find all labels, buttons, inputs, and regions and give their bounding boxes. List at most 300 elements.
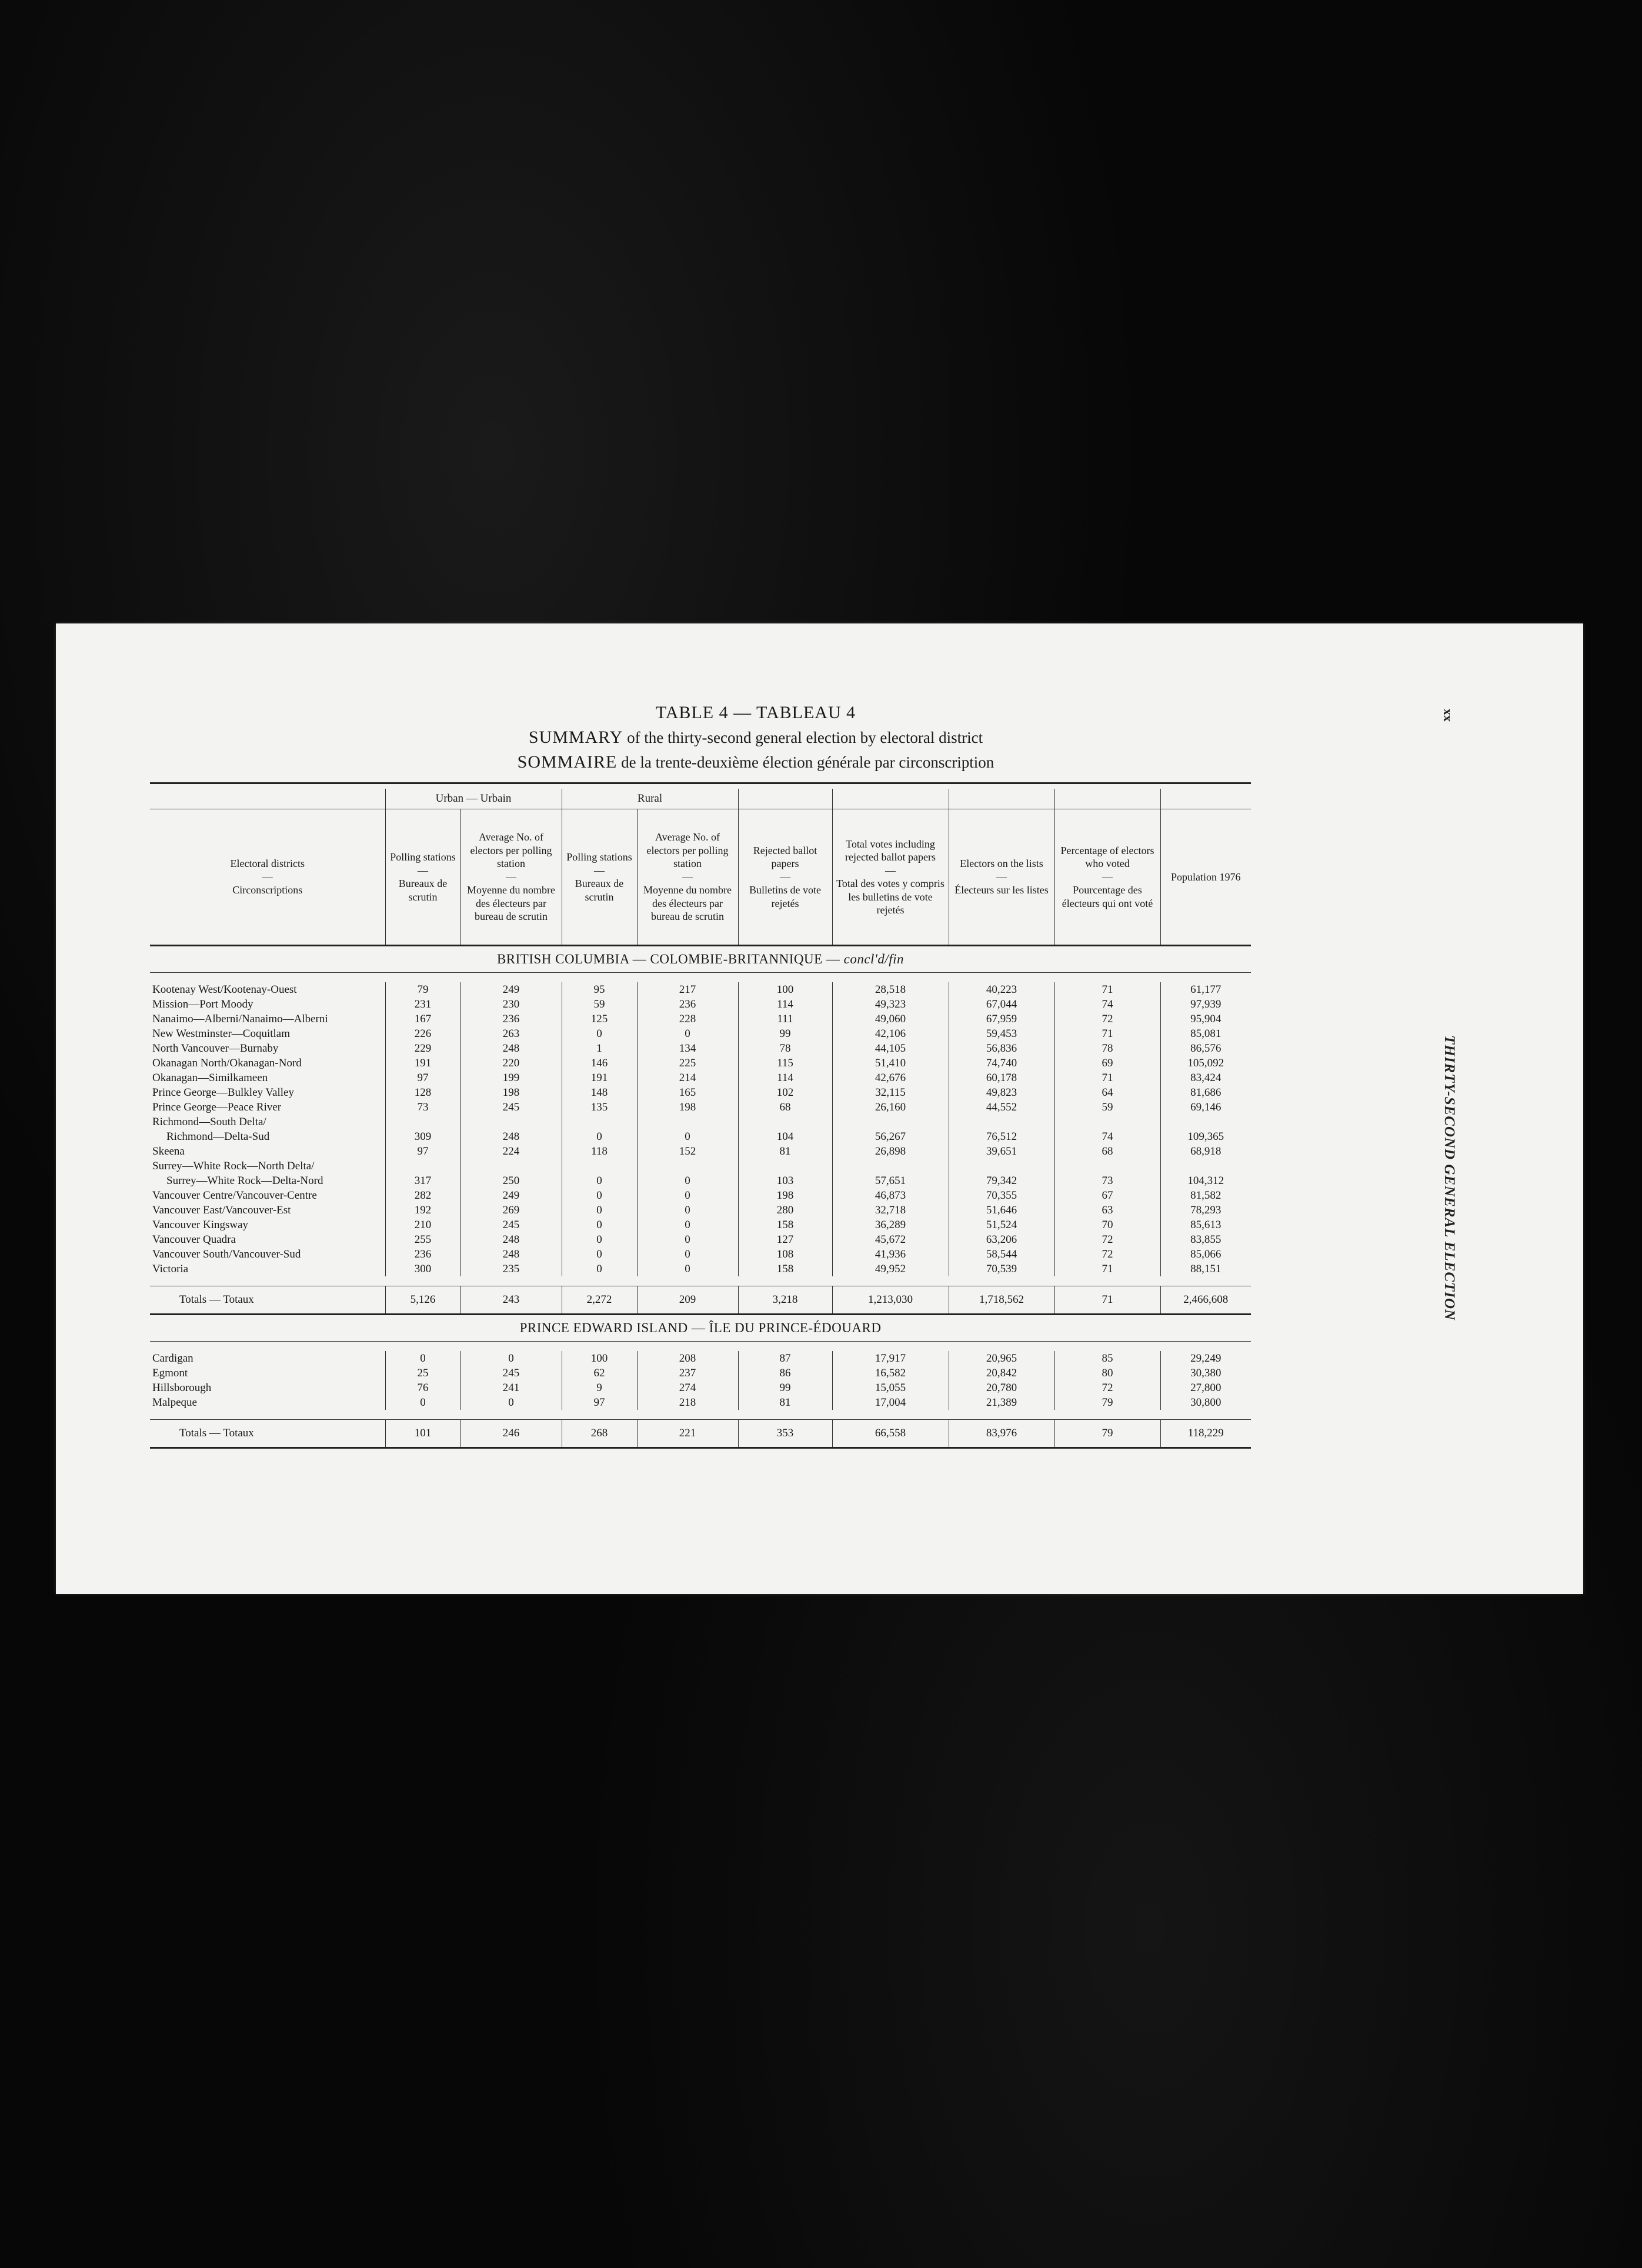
cell-value: 255 bbox=[385, 1232, 460, 1247]
table-row bbox=[150, 1188, 1251, 1203]
cell-value: 0 bbox=[562, 1188, 637, 1203]
cell-value bbox=[1054, 1159, 1160, 1173]
cell-value: 114 bbox=[738, 1070, 832, 1085]
cell-value: 165 bbox=[637, 1085, 738, 1100]
table-row bbox=[150, 1262, 1251, 1276]
district-name: Vancouver East/Vancouver-Est bbox=[152, 1203, 291, 1216]
table-row bbox=[150, 1159, 1251, 1173]
district-name: Vancouver Quadra bbox=[152, 1233, 236, 1246]
cell-value: 128 bbox=[385, 1085, 460, 1100]
cell-value: 73 bbox=[385, 1100, 460, 1115]
cell-value: 114 bbox=[738, 997, 832, 1012]
cell-value: 49,060 bbox=[832, 1012, 949, 1026]
cell-value: 56,267 bbox=[832, 1129, 949, 1144]
cell-value: 78 bbox=[1054, 1041, 1160, 1056]
cell-value: 36,289 bbox=[832, 1218, 949, 1232]
header-group-row bbox=[150, 789, 1251, 809]
cell-value: 0 bbox=[385, 1351, 460, 1366]
cell-value bbox=[1054, 1115, 1160, 1129]
cell-value: 25 bbox=[385, 1366, 460, 1380]
total-value: 79 bbox=[1054, 1420, 1160, 1448]
cell-value: 95,904 bbox=[1160, 1012, 1251, 1026]
cell-value: 224 bbox=[460, 1144, 562, 1159]
cell-value: 198 bbox=[738, 1188, 832, 1203]
cell-value: 46,873 bbox=[832, 1188, 949, 1203]
cell-value: 42,106 bbox=[832, 1026, 949, 1041]
district-name: Okanagan North/Okanagan-Nord bbox=[152, 1056, 302, 1069]
cell-value bbox=[562, 1159, 637, 1173]
cell-value: 0 bbox=[460, 1395, 562, 1410]
cell-value: 317 bbox=[385, 1173, 460, 1188]
cell-value: 214 bbox=[637, 1070, 738, 1085]
cell-value: 125 bbox=[562, 1012, 637, 1026]
cell-value: 69 bbox=[1054, 1056, 1160, 1070]
cell-value: 218 bbox=[637, 1395, 738, 1410]
cell-value: 249 bbox=[460, 982, 562, 997]
cell-value: 210 bbox=[385, 1218, 460, 1232]
cell-value: 70,355 bbox=[949, 1188, 1054, 1203]
summary-title-fr: SOMMAIRE de la trente-deuxième élection générale par circonscription bbox=[517, 752, 994, 772]
cell-value: 100 bbox=[562, 1351, 637, 1366]
total-value: 1,213,030 bbox=[832, 1286, 949, 1315]
district-name: Surrey—White Rock—Delta-Nord bbox=[166, 1174, 323, 1187]
title-block bbox=[56, 703, 1456, 772]
cell-value: 56,836 bbox=[949, 1041, 1054, 1056]
district-name: North Vancouver—Burnaby bbox=[152, 1042, 279, 1055]
total-value: 83,976 bbox=[949, 1420, 1054, 1448]
table-body bbox=[150, 946, 1251, 1448]
cell-value: 274 bbox=[637, 1380, 738, 1395]
cell-value: 20,780 bbox=[949, 1380, 1054, 1395]
section-title: PRINCE EDWARD ISLAND — ÎLE DU PRINCE-ÉDOUARD bbox=[150, 1315, 1251, 1342]
cell-value: 72 bbox=[1054, 1232, 1160, 1247]
cell-value: 105,092 bbox=[1160, 1056, 1251, 1070]
cell-value: 220 bbox=[460, 1056, 562, 1070]
district-name: Malpeque bbox=[152, 1396, 197, 1409]
total-value: 353 bbox=[738, 1420, 832, 1448]
cell-value bbox=[738, 1159, 832, 1173]
total-value: 1,718,562 bbox=[949, 1286, 1054, 1315]
district-name: New Westminster—Coquitlam bbox=[152, 1027, 291, 1040]
cell-value: 158 bbox=[738, 1218, 832, 1232]
cell-value: 0 bbox=[562, 1026, 637, 1041]
table-row bbox=[150, 1070, 1251, 1085]
document-page bbox=[56, 623, 1583, 1594]
column-header-row bbox=[150, 809, 1251, 946]
running-side-title: THIRTY-SECOND GENERAL ELECTION bbox=[1441, 1035, 1457, 1321]
cell-value: 228 bbox=[637, 1012, 738, 1026]
cell-value: 97 bbox=[385, 1070, 460, 1085]
table-row bbox=[150, 1085, 1251, 1100]
totals-row bbox=[150, 1286, 1251, 1315]
cell-value: 69,146 bbox=[1160, 1100, 1251, 1115]
cell-value: 199 bbox=[460, 1070, 562, 1085]
cell-value: 86 bbox=[738, 1366, 832, 1380]
cell-value: 68,918 bbox=[1160, 1144, 1251, 1159]
cell-value: 85,066 bbox=[1160, 1247, 1251, 1262]
district-name: Kootenay West/Kootenay-Ouest bbox=[152, 983, 297, 996]
total-value: 2,466,608 bbox=[1160, 1286, 1251, 1315]
cell-value: 236 bbox=[385, 1247, 460, 1262]
table-row bbox=[150, 1232, 1251, 1247]
cell-value: 248 bbox=[460, 1041, 562, 1056]
cell-value: 57,651 bbox=[832, 1173, 949, 1188]
cell-value: 102 bbox=[738, 1085, 832, 1100]
cell-value: 249 bbox=[460, 1188, 562, 1203]
total-value: 3,218 bbox=[738, 1286, 832, 1315]
cell-value: 83,855 bbox=[1160, 1232, 1251, 1247]
total-value: 209 bbox=[637, 1286, 738, 1315]
cell-value: 76 bbox=[385, 1380, 460, 1395]
cell-value: 146 bbox=[562, 1056, 637, 1070]
cell-value: 85 bbox=[1054, 1351, 1160, 1366]
cell-value: 229 bbox=[385, 1041, 460, 1056]
cell-value: 0 bbox=[637, 1129, 738, 1144]
cell-value: 152 bbox=[637, 1144, 738, 1159]
cell-value: 245 bbox=[460, 1100, 562, 1115]
cell-value: 236 bbox=[637, 997, 738, 1012]
col-rural-average: Average No. of electors per polling station — Moyenne du nombre des électeurs par bureau de scrutin bbox=[637, 809, 738, 946]
cell-value: 217 bbox=[637, 982, 738, 997]
cell-value: 15,055 bbox=[832, 1380, 949, 1395]
col-total-votes: Total votes including rejected ballot papers — Total des votes y compris les bulletins de vote rejetés bbox=[832, 809, 949, 946]
cell-value: 58,544 bbox=[949, 1247, 1054, 1262]
cell-value: 51,410 bbox=[832, 1056, 949, 1070]
spacer-row bbox=[150, 1410, 1251, 1420]
cell-value: 74,740 bbox=[949, 1056, 1054, 1070]
cell-value: 60,178 bbox=[949, 1070, 1054, 1085]
totals-label: Totals — Totaux bbox=[150, 1420, 385, 1448]
cell-value: 280 bbox=[738, 1203, 832, 1218]
table-row bbox=[150, 1247, 1251, 1262]
cell-value: 79 bbox=[1054, 1395, 1160, 1410]
spacer-row bbox=[150, 1276, 1251, 1286]
col-percentage: Percentage of electors who voted — Pourcentage des électeurs qui ont voté bbox=[1054, 809, 1160, 946]
cell-value: 0 bbox=[562, 1247, 637, 1262]
cell-value: 248 bbox=[460, 1129, 562, 1144]
cell-value: 97,939 bbox=[1160, 997, 1251, 1012]
election-summary-table bbox=[150, 782, 1251, 1449]
cell-value: 148 bbox=[562, 1085, 637, 1100]
total-value: 221 bbox=[637, 1420, 738, 1448]
cell-value: 26,898 bbox=[832, 1144, 949, 1159]
cell-value bbox=[637, 1159, 738, 1173]
cell-value: 30,380 bbox=[1160, 1366, 1251, 1380]
district-name: Surrey—White Rock—North Delta/ bbox=[152, 1159, 315, 1172]
cell-value: 62 bbox=[562, 1366, 637, 1380]
totals-label: Totals — Totaux bbox=[150, 1286, 385, 1315]
total-value: 118,229 bbox=[1160, 1420, 1251, 1448]
cell-value: 167 bbox=[385, 1012, 460, 1026]
cell-value: 99 bbox=[738, 1026, 832, 1041]
cell-value: 0 bbox=[637, 1232, 738, 1247]
cell-value: 83,424 bbox=[1160, 1070, 1251, 1085]
cell-value: 235 bbox=[460, 1262, 562, 1276]
cell-value: 0 bbox=[562, 1232, 637, 1247]
cell-value: 41,936 bbox=[832, 1247, 949, 1262]
district-name: Victoria bbox=[152, 1262, 189, 1275]
table-row bbox=[150, 997, 1251, 1012]
cell-value: 97 bbox=[562, 1395, 637, 1410]
cell-value: 250 bbox=[460, 1173, 562, 1188]
table-row bbox=[150, 1056, 1251, 1070]
cell-value: 192 bbox=[385, 1203, 460, 1218]
district-name: Richmond—Delta-Sud bbox=[166, 1130, 270, 1143]
total-value: 5,126 bbox=[385, 1286, 460, 1315]
cell-value: 63,206 bbox=[949, 1232, 1054, 1247]
cell-value: 71 bbox=[1054, 1070, 1160, 1085]
spacer-row bbox=[150, 1342, 1251, 1352]
cell-value: 198 bbox=[460, 1085, 562, 1100]
cell-value: 9 bbox=[562, 1380, 637, 1395]
cell-value: 231 bbox=[385, 997, 460, 1012]
cell-value: 70,539 bbox=[949, 1262, 1054, 1276]
page-code: xx bbox=[1441, 709, 1456, 722]
total-value: 2,272 bbox=[562, 1286, 637, 1315]
cell-value: 191 bbox=[562, 1070, 637, 1085]
table-title: TABLE 4 — TABLEAU 4 bbox=[655, 703, 856, 722]
cell-value: 40,223 bbox=[949, 982, 1054, 997]
cell-value: 248 bbox=[460, 1247, 562, 1262]
total-value: 246 bbox=[460, 1420, 562, 1448]
cell-value: 61,177 bbox=[1160, 982, 1251, 997]
cell-value: 108 bbox=[738, 1247, 832, 1262]
cell-value: 21,389 bbox=[949, 1395, 1054, 1410]
cell-value: 103 bbox=[738, 1173, 832, 1188]
cell-value: 135 bbox=[562, 1100, 637, 1115]
district-name: Prince George—Peace River bbox=[152, 1100, 282, 1113]
cell-value: 97 bbox=[385, 1144, 460, 1159]
table-row bbox=[150, 1173, 1251, 1188]
cell-value: 78 bbox=[738, 1041, 832, 1056]
cell-value: 158 bbox=[738, 1262, 832, 1276]
district-name: Egmont bbox=[152, 1366, 188, 1379]
total-value: 243 bbox=[460, 1286, 562, 1315]
spacer-row bbox=[150, 973, 1251, 983]
cell-value: 51,524 bbox=[949, 1218, 1054, 1232]
urban-group-header: Urban — Urbain bbox=[385, 789, 562, 809]
total-value: 66,558 bbox=[832, 1420, 949, 1448]
cell-value: 67 bbox=[1054, 1188, 1160, 1203]
cell-value: 27,800 bbox=[1160, 1380, 1251, 1395]
cell-value: 309 bbox=[385, 1129, 460, 1144]
cell-value bbox=[385, 1159, 460, 1173]
cell-value: 191 bbox=[385, 1056, 460, 1070]
cell-value: 85,613 bbox=[1160, 1218, 1251, 1232]
cell-value: 78,293 bbox=[1160, 1203, 1251, 1218]
cell-value: 100 bbox=[738, 982, 832, 997]
cell-value: 88,151 bbox=[1160, 1262, 1251, 1276]
cell-value: 241 bbox=[460, 1380, 562, 1395]
cell-value: 44,105 bbox=[832, 1041, 949, 1056]
cell-value: 20,965 bbox=[949, 1351, 1054, 1366]
cell-value: 115 bbox=[738, 1056, 832, 1070]
cell-value: 44,552 bbox=[949, 1100, 1054, 1115]
cell-value: 39,651 bbox=[949, 1144, 1054, 1159]
cell-value: 67,959 bbox=[949, 1012, 1054, 1026]
cell-value: 198 bbox=[637, 1100, 738, 1115]
cell-value: 0 bbox=[637, 1026, 738, 1041]
section-header-row bbox=[150, 946, 1251, 973]
table-row bbox=[150, 1100, 1251, 1115]
cell-value: 0 bbox=[562, 1173, 637, 1188]
cell-value: 79 bbox=[385, 982, 460, 997]
section-header-row bbox=[150, 1315, 1251, 1342]
table-row bbox=[150, 1351, 1251, 1366]
cell-value: 80 bbox=[1054, 1366, 1160, 1380]
cell-value: 95 bbox=[562, 982, 637, 997]
table-row bbox=[150, 1395, 1251, 1410]
cell-value bbox=[460, 1115, 562, 1129]
cell-value: 104 bbox=[738, 1129, 832, 1144]
cell-value: 71 bbox=[1054, 1026, 1160, 1041]
cell-value: 73 bbox=[1054, 1173, 1160, 1188]
cell-value bbox=[832, 1115, 949, 1129]
cell-value: 0 bbox=[562, 1262, 637, 1276]
cell-value bbox=[738, 1115, 832, 1129]
table-row bbox=[150, 1218, 1251, 1232]
district-name: Nanaimo—Alberni/Nanaimo—Alberni bbox=[152, 1012, 328, 1025]
cell-value: 236 bbox=[460, 1012, 562, 1026]
cell-value: 230 bbox=[460, 997, 562, 1012]
cell-value: 45,672 bbox=[832, 1232, 949, 1247]
cell-value bbox=[949, 1159, 1054, 1173]
cell-value: 17,004 bbox=[832, 1395, 949, 1410]
cell-value bbox=[949, 1115, 1054, 1129]
cell-value: 76,512 bbox=[949, 1129, 1054, 1144]
total-value: 101 bbox=[385, 1420, 460, 1448]
cell-value: 0 bbox=[637, 1247, 738, 1262]
cell-value: 28,518 bbox=[832, 982, 949, 997]
cell-value: 74 bbox=[1054, 997, 1160, 1012]
table-row bbox=[150, 1026, 1251, 1041]
cell-value: 0 bbox=[562, 1203, 637, 1218]
cell-value: 67,044 bbox=[949, 997, 1054, 1012]
cell-value: 81,686 bbox=[1160, 1085, 1251, 1100]
cell-value: 72 bbox=[1054, 1012, 1160, 1026]
cell-value: 70 bbox=[1054, 1218, 1160, 1232]
cell-value: 81 bbox=[738, 1395, 832, 1410]
table-row bbox=[150, 1012, 1251, 1026]
col-rejected: Rejected ballot papers — Bulletins de vote rejetés bbox=[738, 809, 832, 946]
cell-value: 245 bbox=[460, 1366, 562, 1380]
totals-row bbox=[150, 1420, 1251, 1448]
table-row bbox=[150, 1203, 1251, 1218]
cell-value bbox=[1160, 1159, 1251, 1173]
col-districts: Electoral districts — Circonscriptions bbox=[230, 858, 305, 896]
cell-value: 79,342 bbox=[949, 1173, 1054, 1188]
district-name: Hillsborough bbox=[152, 1381, 212, 1394]
cell-value: 86,576 bbox=[1160, 1041, 1251, 1056]
cell-value: 49,323 bbox=[832, 997, 949, 1012]
cell-value: 32,718 bbox=[832, 1203, 949, 1218]
district-name: Vancouver Centre/Vancouver-Centre bbox=[152, 1189, 317, 1202]
cell-value: 0 bbox=[637, 1188, 738, 1203]
cell-value: 68 bbox=[738, 1100, 832, 1115]
table-row bbox=[150, 1115, 1251, 1129]
cell-value: 127 bbox=[738, 1232, 832, 1247]
cell-value: 118 bbox=[562, 1144, 637, 1159]
cell-value bbox=[562, 1115, 637, 1129]
district-name: Prince George—Bulkley Valley bbox=[152, 1086, 294, 1099]
cell-value bbox=[385, 1115, 460, 1129]
cell-value: 26,160 bbox=[832, 1100, 949, 1115]
table-row bbox=[150, 1380, 1251, 1395]
cell-value: 59 bbox=[1054, 1100, 1160, 1115]
cell-value: 263 bbox=[460, 1026, 562, 1041]
cell-value: 0 bbox=[562, 1129, 637, 1144]
cell-value: 30,800 bbox=[1160, 1395, 1251, 1410]
cell-value: 32,115 bbox=[832, 1085, 949, 1100]
cell-value: 0 bbox=[637, 1173, 738, 1188]
total-value: 268 bbox=[562, 1420, 637, 1448]
cell-value bbox=[832, 1159, 949, 1173]
table-row bbox=[150, 1144, 1251, 1159]
col-urban-polling: Polling stations — Bureaux de scrutin bbox=[385, 809, 460, 946]
cell-value: 282 bbox=[385, 1188, 460, 1203]
cell-value: 0 bbox=[460, 1351, 562, 1366]
cell-value: 1 bbox=[562, 1041, 637, 1056]
cell-value: 49,952 bbox=[832, 1262, 949, 1276]
cell-value: 16,582 bbox=[832, 1366, 949, 1380]
section-title: BRITISH COLUMBIA — COLOMBIE-BRITANNIQUE — concl'd/fin bbox=[150, 946, 1251, 973]
cell-value: 237 bbox=[637, 1366, 738, 1380]
cell-value: 81,582 bbox=[1160, 1188, 1251, 1203]
cell-value: 99 bbox=[738, 1380, 832, 1395]
cell-value: 134 bbox=[637, 1041, 738, 1056]
district-name: Vancouver South/Vancouver-Sud bbox=[152, 1248, 301, 1260]
col-rural-polling: Polling stations — Bureaux de scrutin bbox=[562, 809, 637, 946]
cell-value: 248 bbox=[460, 1232, 562, 1247]
cell-value: 0 bbox=[562, 1218, 637, 1232]
table-row bbox=[150, 1129, 1251, 1144]
district-name: Mission—Port Moody bbox=[152, 998, 253, 1010]
cell-value bbox=[637, 1115, 738, 1129]
cell-value: 63 bbox=[1054, 1203, 1160, 1218]
col-population: Population 1976 bbox=[1160, 809, 1251, 946]
district-name: Cardigan bbox=[152, 1352, 193, 1365]
cell-value: 20,842 bbox=[949, 1366, 1054, 1380]
cell-value: 300 bbox=[385, 1262, 460, 1276]
cell-value: 59,453 bbox=[949, 1026, 1054, 1041]
cell-value: 74 bbox=[1054, 1129, 1160, 1144]
cell-value: 269 bbox=[460, 1203, 562, 1218]
district-name: Skeena bbox=[152, 1145, 185, 1158]
cell-value: 0 bbox=[637, 1218, 738, 1232]
cell-value: 225 bbox=[637, 1056, 738, 1070]
cell-value: 85,081 bbox=[1160, 1026, 1251, 1041]
cell-value: 29,249 bbox=[1160, 1351, 1251, 1366]
cell-value: 81 bbox=[738, 1144, 832, 1159]
cell-value: 226 bbox=[385, 1026, 460, 1041]
cell-value: 17,917 bbox=[832, 1351, 949, 1366]
cell-value: 71 bbox=[1054, 982, 1160, 997]
cell-value bbox=[460, 1159, 562, 1173]
total-value: 71 bbox=[1054, 1286, 1160, 1315]
cell-value: 42,676 bbox=[832, 1070, 949, 1085]
cell-value: 0 bbox=[637, 1203, 738, 1218]
cell-value: 104,312 bbox=[1160, 1173, 1251, 1188]
cell-value: 72 bbox=[1054, 1380, 1160, 1395]
cell-value: 109,365 bbox=[1160, 1129, 1251, 1144]
cell-value: 0 bbox=[637, 1262, 738, 1276]
cell-value: 111 bbox=[738, 1012, 832, 1026]
cell-value: 51,646 bbox=[949, 1203, 1054, 1218]
district-name: Vancouver Kingsway bbox=[152, 1218, 249, 1231]
rural-group-header: Rural bbox=[562, 789, 738, 809]
table-row bbox=[150, 1041, 1251, 1056]
district-name: Richmond—South Delta/ bbox=[152, 1115, 266, 1128]
